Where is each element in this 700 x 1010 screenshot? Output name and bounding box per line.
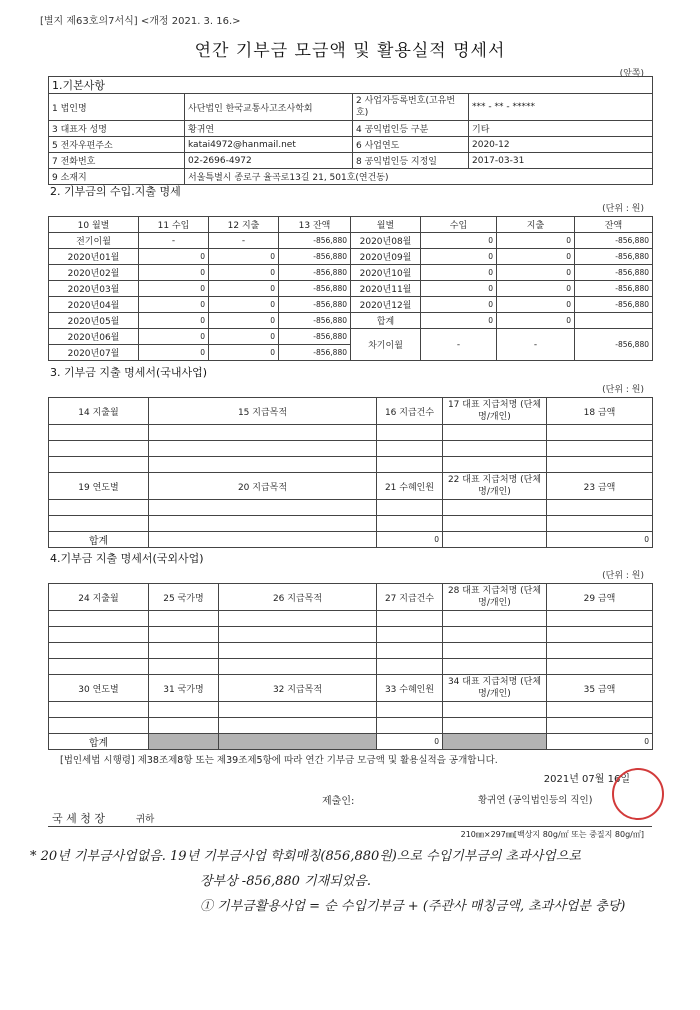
month-cell: 2020년06월 bbox=[49, 329, 139, 345]
month-cell: 2020년03월 bbox=[49, 281, 139, 297]
table-row bbox=[49, 265, 653, 281]
balance-cell: -856,880 bbox=[575, 265, 653, 281]
value-corp-type: 기타 bbox=[469, 121, 653, 137]
value-fiscal-year: 2020-12 bbox=[469, 137, 653, 153]
balance-cell: -856,880 bbox=[279, 313, 351, 329]
income-cell: 0 bbox=[139, 297, 209, 313]
submission-date: 2021년 07월 16일 bbox=[543, 774, 630, 785]
col-expense-month: 24 지출월 bbox=[49, 584, 149, 611]
income-cell: 0 bbox=[139, 281, 209, 297]
table-row bbox=[49, 233, 653, 249]
col-recipient-2: 34 대표 지급처명 (단체명/개인) bbox=[443, 675, 547, 702]
balance-cell: -856,880 bbox=[279, 265, 351, 281]
section2-unit: (단위 : 원) bbox=[602, 204, 644, 214]
income-cell: 0 bbox=[139, 313, 209, 329]
balance-cell: -856,880 bbox=[575, 281, 653, 297]
total-income-cell: 0 bbox=[421, 313, 497, 329]
form-number: [별지 제63호의7서식] <개정 2021. 3. 16.> bbox=[40, 16, 241, 27]
income-cell: 0 bbox=[421, 281, 497, 297]
page-side-label: (앞쪽) bbox=[619, 69, 644, 79]
month-cell: 2020년11월 bbox=[351, 281, 421, 297]
handwritten-note-line1: * 20년 기부금사업없음. 19년 기부금사업 학회매칭(856,880원)으로 수입기부금의 초과사업으로 bbox=[30, 849, 581, 864]
col-purpose: 26 지급목적 bbox=[219, 584, 377, 611]
page-title: 연간 기부금 모금액 및 활용실적 명세서 bbox=[194, 41, 506, 61]
expense-cell: - bbox=[209, 233, 279, 249]
col-purpose-2: 20 지급목적 bbox=[149, 473, 377, 500]
expense-cell: 0 bbox=[497, 297, 575, 313]
handwritten-note-line3: ① 기부금활용사업 = 순 수입기부금 + (주관사 매칭금액, 초과사업분 충당) bbox=[200, 899, 626, 914]
total-amount: 0 bbox=[547, 734, 653, 750]
col-beneficiaries: 33 수혜인원 bbox=[377, 675, 443, 702]
label-corp-name: 1 법인명 bbox=[49, 94, 185, 121]
col-count: 27 지급건수 bbox=[377, 584, 443, 611]
submitter-name: 황귀연 (공익법인등의 직인) bbox=[478, 795, 593, 806]
addressee: 국 세 청 장 bbox=[52, 812, 105, 825]
balance-cell: -856,880 bbox=[575, 233, 653, 249]
income-cell: 0 bbox=[421, 233, 497, 249]
total-label: 합계 bbox=[49, 532, 149, 548]
legal-note: [법인세법 시행령] 제38조제8항 또는 제39조제5항에 따라 연간 기부금 모금액 및 활용실적을 공개합니다. bbox=[60, 755, 498, 766]
value-phone: 02-2696-4972 bbox=[185, 153, 353, 169]
month-cell: 2020년05월 bbox=[49, 313, 139, 329]
basic-info-table bbox=[48, 76, 653, 185]
col-country: 25 국가명 bbox=[149, 584, 219, 611]
income-cell: 0 bbox=[421, 297, 497, 313]
col-amount-2: 23 금액 bbox=[547, 473, 653, 500]
col-amount: 29 금액 bbox=[547, 584, 653, 611]
expense-cell: 0 bbox=[209, 281, 279, 297]
value-corp-name: 사단법인 한국교통사고조사학회 bbox=[185, 94, 353, 121]
label-representative: 3 대표자 성명 bbox=[49, 121, 185, 137]
total-count: 0 bbox=[377, 734, 443, 750]
expense-cell: 0 bbox=[497, 281, 575, 297]
total-label: 합계 bbox=[49, 734, 149, 750]
section4-unit: (단위 : 원) bbox=[602, 571, 644, 581]
addressee-suffix: 귀하 bbox=[136, 814, 155, 825]
table-row bbox=[49, 313, 653, 329]
label-fiscal-year: 6 사업연도 bbox=[353, 137, 469, 153]
label-email: 5 전자우편주소 bbox=[49, 137, 185, 153]
col-month-2: 월별 bbox=[351, 217, 421, 233]
income-cell: 0 bbox=[421, 249, 497, 265]
value-business-number: *** - ** - ***** bbox=[469, 94, 653, 121]
col-expense-2: 지출 bbox=[497, 217, 575, 233]
section4-heading: 4.기부금 지출 명세서(국외사업) bbox=[50, 552, 204, 565]
month-cell: 2020년07월 bbox=[49, 345, 139, 361]
label-address: 9 소재지 bbox=[49, 169, 185, 185]
balance-cell: -856,880 bbox=[279, 233, 351, 249]
col-amount: 18 금액 bbox=[547, 398, 653, 425]
table-row bbox=[49, 329, 653, 345]
balance-cell: -856,880 bbox=[279, 249, 351, 265]
label-corp-type: 4 공익법인등 구분 bbox=[353, 121, 469, 137]
col-purpose-2: 32 지급목적 bbox=[219, 675, 377, 702]
income-cell: 0 bbox=[421, 265, 497, 281]
value-designation-date: 2017-03-31 bbox=[469, 153, 653, 169]
col-recipient: 17 대표 지급처명 (단체명/개인) bbox=[443, 398, 547, 425]
month-cell: 전기이월 bbox=[49, 233, 139, 249]
handwritten-note-line2: 장부상 -856,880 기재되었음. bbox=[200, 874, 372, 889]
table-row bbox=[49, 718, 653, 734]
table-row bbox=[49, 627, 653, 643]
col-count: 16 지급건수 bbox=[377, 398, 443, 425]
balance-cell: -856,880 bbox=[279, 281, 351, 297]
expense-cell: 0 bbox=[497, 233, 575, 249]
value-address: 서울특별시 종로구 율곡로13길 21, 501호(연건동) bbox=[185, 169, 653, 185]
table-row bbox=[49, 611, 653, 627]
month-cell: 2020년08월 bbox=[351, 233, 421, 249]
col-recipient: 28 대표 지급처명 (단체명/개인) bbox=[443, 584, 547, 611]
label-phone: 7 전화번호 bbox=[49, 153, 185, 169]
label-business-number: 2 사업자등록번호(고유번호) bbox=[353, 94, 469, 121]
paper-spec: 210㎜×297㎜[백상지 80g/㎡ 또는 중질지 80g/㎡] bbox=[460, 830, 644, 839]
section3-heading: 3. 기부금 지출 명세서(국내사업) bbox=[50, 366, 208, 379]
income-cell: 0 bbox=[139, 249, 209, 265]
section3-unit: (단위 : 원) bbox=[602, 385, 644, 395]
total-balance-cell bbox=[575, 313, 653, 329]
col-expense-month: 14 지출월 bbox=[49, 398, 149, 425]
table-row bbox=[49, 516, 653, 532]
col-beneficiaries: 21 수혜인원 bbox=[377, 473, 443, 500]
corporate-seal bbox=[612, 768, 664, 820]
col-income: 11 수입 bbox=[139, 217, 209, 233]
col-income-2: 수입 bbox=[421, 217, 497, 233]
section1-heading: 1.기본사항 bbox=[49, 77, 653, 94]
footer-divider bbox=[48, 826, 652, 827]
balance-cell: -856,880 bbox=[279, 345, 351, 361]
col-amount-2: 35 금액 bbox=[547, 675, 653, 702]
table-row bbox=[49, 249, 653, 265]
table-row bbox=[49, 659, 653, 675]
table-row bbox=[49, 297, 653, 313]
expense-cell: 0 bbox=[209, 345, 279, 361]
income-expense-table bbox=[48, 216, 653, 361]
col-expense: 12 지출 bbox=[209, 217, 279, 233]
expense-cell: 0 bbox=[497, 265, 575, 281]
table-row bbox=[49, 643, 653, 659]
income-cell: 0 bbox=[139, 345, 209, 361]
col-purpose: 15 지급목적 bbox=[149, 398, 377, 425]
month-cell: 2020년12월 bbox=[351, 297, 421, 313]
total-amount: 0 bbox=[547, 532, 653, 548]
income-cell: - bbox=[139, 233, 209, 249]
col-balance-2: 잔액 bbox=[575, 217, 653, 233]
expense-cell: 0 bbox=[209, 313, 279, 329]
domestic-expense-table bbox=[48, 397, 653, 548]
col-recipient-2: 22 대표 지급처명 (단체명/개인) bbox=[443, 473, 547, 500]
carry-forward-expense: - bbox=[497, 329, 575, 361]
table-row bbox=[49, 281, 653, 297]
month-cell: 2020년01월 bbox=[49, 249, 139, 265]
table-row bbox=[49, 441, 653, 457]
table-row bbox=[49, 734, 653, 750]
col-year: 19 연도별 bbox=[49, 473, 149, 500]
submitter-label: 제출인: bbox=[322, 796, 355, 807]
section2-heading: 2. 기부금의 수입.지출 명세 bbox=[50, 185, 181, 198]
label-designation-date: 8 공익법인등 지정일 bbox=[353, 153, 469, 169]
expense-cell: 0 bbox=[209, 249, 279, 265]
col-country-2: 31 국가명 bbox=[149, 675, 219, 702]
col-balance: 13 잔액 bbox=[279, 217, 351, 233]
col-month: 10 월별 bbox=[49, 217, 139, 233]
table-row bbox=[49, 457, 653, 473]
table-row bbox=[49, 500, 653, 516]
balance-cell: -856,880 bbox=[279, 297, 351, 313]
balance-cell: -856,880 bbox=[279, 329, 351, 345]
table-row bbox=[49, 702, 653, 718]
table-row bbox=[49, 425, 653, 441]
income-cell: 0 bbox=[139, 265, 209, 281]
total-label-cell: 합계 bbox=[351, 313, 421, 329]
total-count: 0 bbox=[377, 532, 443, 548]
value-email: katai4972@hanmail.net bbox=[185, 137, 353, 153]
col-year: 30 연도별 bbox=[49, 675, 149, 702]
overseas-expense-table bbox=[48, 583, 653, 750]
month-cell: 2020년04월 bbox=[49, 297, 139, 313]
expense-cell: 0 bbox=[497, 249, 575, 265]
value-representative: 황귀연 bbox=[185, 121, 353, 137]
month-cell: 2020년09월 bbox=[351, 249, 421, 265]
income-cell: 0 bbox=[139, 329, 209, 345]
balance-cell: -856,880 bbox=[575, 249, 653, 265]
balance-cell: -856,880 bbox=[575, 297, 653, 313]
expense-cell: 0 bbox=[209, 265, 279, 281]
month-cell: 2020년10월 bbox=[351, 265, 421, 281]
table-row bbox=[49, 532, 653, 548]
total-expense-cell: 0 bbox=[497, 313, 575, 329]
carry-forward-balance: -856,880 bbox=[575, 329, 653, 361]
month-cell: 2020년02월 bbox=[49, 265, 139, 281]
expense-cell: 0 bbox=[209, 297, 279, 313]
carry-forward-income: - bbox=[421, 329, 497, 361]
carry-forward-label: 차기이월 bbox=[351, 329, 421, 361]
expense-cell: 0 bbox=[209, 329, 279, 345]
